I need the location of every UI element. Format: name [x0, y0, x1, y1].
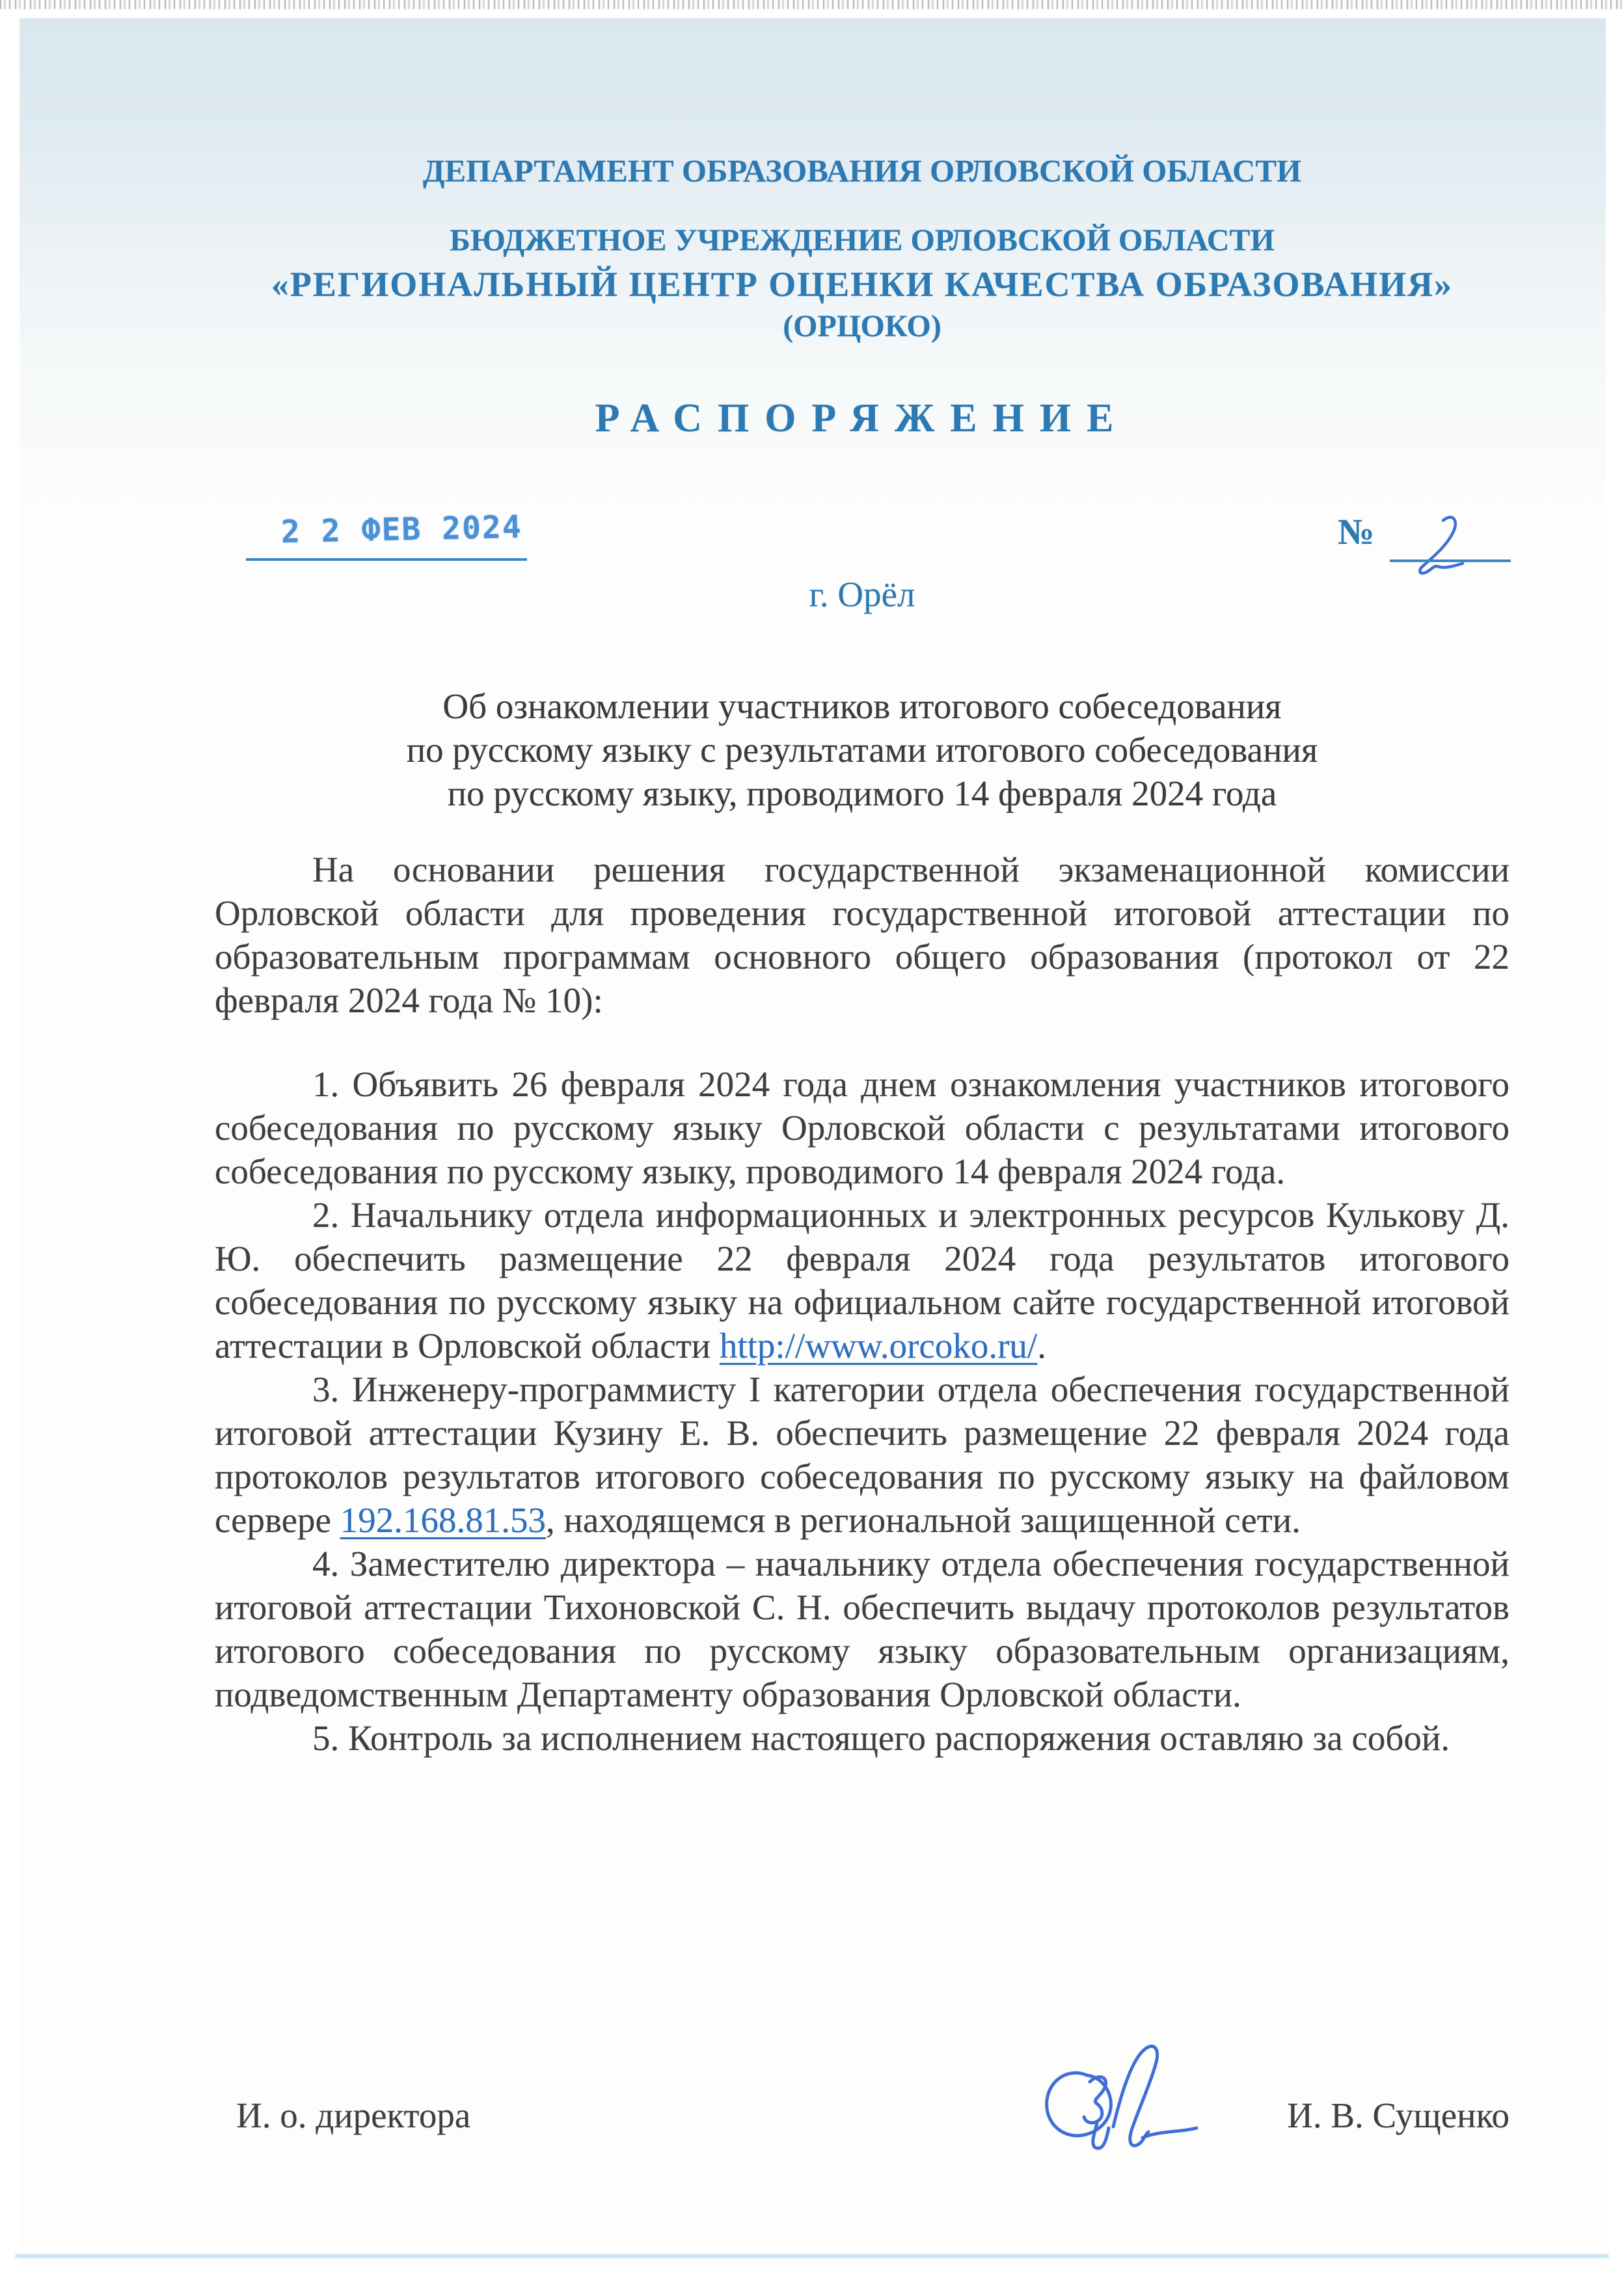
- document-body: [215, 848, 1509, 1760]
- org-institution-name: «РЕГИОНАЛЬНЫЙ ЦЕНТР ОЦЕНКИ КАЧЕСТВА ОБРАЗОВАНИЯ»: [271, 265, 1454, 304]
- order-item-4: 4. Заместителю директора – начальнику отдела обеспечения государственной итоговой аттестации Тихоновской С. Н. обеспечить выдачу протоколов результатов итогового собеседования по русскому языку образовательным организациям, подведомственным Департаменту образования Орловской области.: [215, 1544, 1509, 1714]
- order-item-2-text: 2. Начальнику отдела информационных и электронных ресурсов Кулькову Д. Ю. обеспечить размещение 22 февраля 2024 года результатов итогового собеседования по русскому языку на официальном сайте государственной итоговой аттестации в Орловской области: [215, 1195, 1509, 1366]
- number-label: №: [1338, 512, 1375, 552]
- org-institution-type: БЮДЖЕТНОЕ УЧРЕЖДЕНИЕ ОРЛОВСКОЙ ОБЛАСТИ: [450, 223, 1275, 258]
- order-item-5: 5. Контроль за исполнением настоящего распоряжения оставляю за собой.: [312, 1718, 1450, 1758]
- order-item-3-tail: , находящемся в региональной защищенной сети.: [545, 1500, 1301, 1540]
- subject-block: [215, 684, 1509, 815]
- signature-autograph: [1031, 2035, 1213, 2165]
- signer-position: И. о. директора: [236, 2095, 471, 2135]
- date-underline: [246, 558, 527, 561]
- scan-artifact-top-band: [0, 0, 1624, 9]
- handwritten-number-2: [1394, 511, 1478, 576]
- org-institution-abbr: (ОРЦОКО): [783, 309, 941, 344]
- file-server-link[interactable]: 192.168.81.53: [340, 1500, 546, 1540]
- date-stamp: 2 2 ФЕВ 2024: [280, 509, 523, 550]
- number-underline: [1390, 559, 1511, 562]
- org-department-name: ДЕПАРТАМЕНТ ОБРАЗОВАНИЯ ОРЛОВСКОЙ ОБЛАСТИ: [422, 153, 1302, 189]
- order-item-1: 1. Объявить 26 февраля 2024 года днем ознакомления участников итогового собеседования по русскому языку Орловской области с результатами итогового собеседования по русскому языку, проводимого 14 февраля 2024 года.: [215, 1064, 1509, 1191]
- orcoko-site-link[interactable]: http://www.orcoko.ru/: [719, 1326, 1038, 1366]
- signer-name: И. В. Сущенко: [1287, 2095, 1509, 2135]
- subject-line-2: по русскому языку с результатами итогового собеседования: [406, 730, 1318, 770]
- subject-line-3: по русскому языку, проводимого 14 февраля 2024 года: [447, 774, 1277, 813]
- order-item-3-text: 3. Инженеру-программисту I категории отдела обеспечения государственной итоговой аттестации Кузину Е. В. обеспечить размещение 22 февраля 2024 года протоколов результатов итогового собеседования по русскому языку на файловом сервере: [215, 1369, 1509, 1540]
- document-type-title: РАСПОРЯЖЕНИЕ: [595, 396, 1130, 440]
- order-item-2: [215, 1193, 1509, 1367]
- scan-artifact-bottom-line: [16, 2255, 1608, 2257]
- order-item-3: [215, 1367, 1509, 1542]
- intro-paragraph: На основании решения государственной экзаменационной комиссии Орловской области для проведения государственной итоговой аттестации по образовательным программам основного общего образования (протокол от 22 февраля 2024 года № 10):: [215, 850, 1509, 1020]
- subject-line-1: Об ознакомлении участников итогового собеседования: [442, 686, 1282, 726]
- order-item-2-tail: .: [1037, 1326, 1046, 1366]
- city-line: г. Орёл: [809, 574, 915, 614]
